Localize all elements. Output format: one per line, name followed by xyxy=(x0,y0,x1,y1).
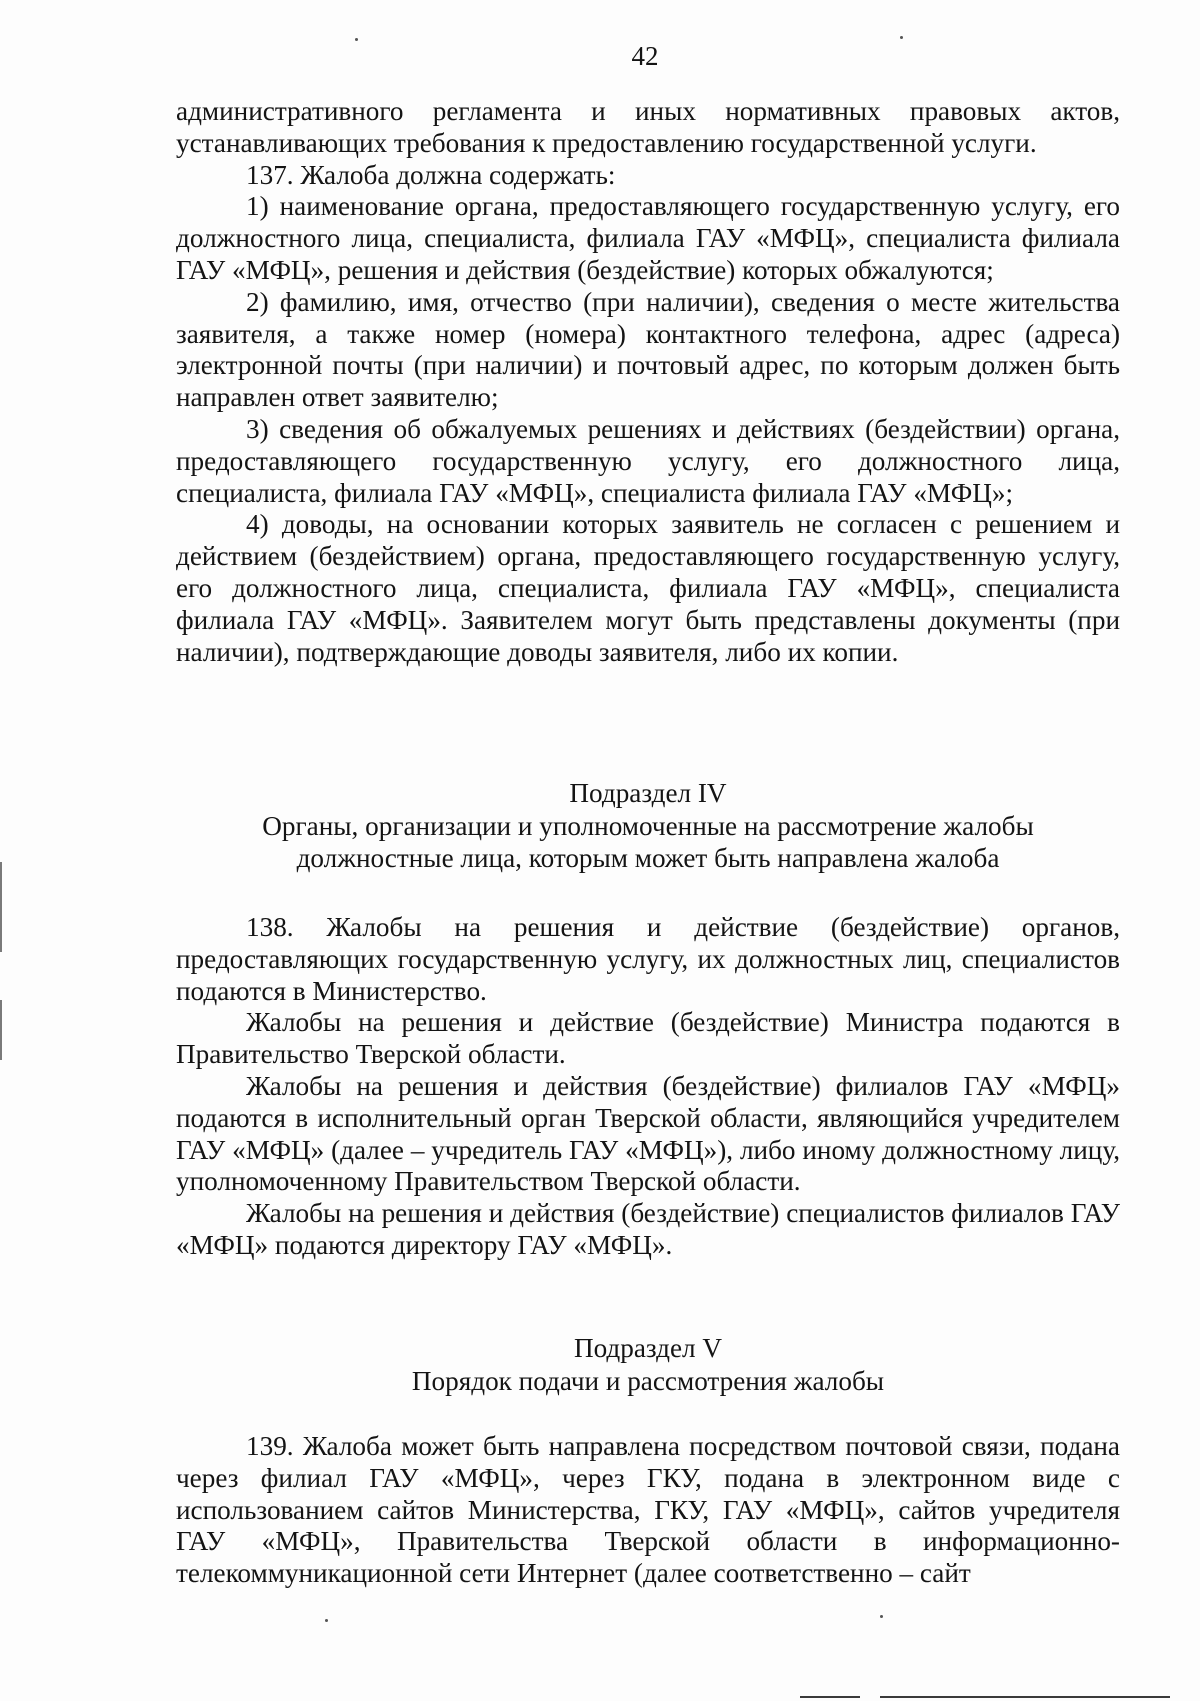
subsection-5-heading xyxy=(176,1332,1120,1397)
paragraph-139: 139. Жалоба может быть направлена посредством почтовой связи, подана через филиал ГАУ «МФЦ», через ГКУ, подана в электронном виде с использованием сайтов Министерства, ГКУ, ГАУ «МФЦ», сайтов учредителя ГАУ «МФЦ», Правительства Тверской области в информационно-телекоммуникационной сети Интернет (далее соответственно – сайт xyxy=(176,1431,1120,1589)
subsection-4-heading xyxy=(176,777,1120,875)
text-block-top xyxy=(176,96,1120,668)
scan-speck xyxy=(355,38,358,41)
scan-edge-mark xyxy=(0,862,2,952)
page-number: 42 xyxy=(631,41,659,71)
scan-speck xyxy=(880,1615,883,1618)
paragraph-138: 138. Жалобы на решения и действие (бездействие) органов, предоставляющих государственную услугу, их должностных лиц, специалистов подаются в Министерство. xyxy=(176,912,1120,1006)
list-item-1: 1) наименование органа, предоставляющего государственную услугу, его должностного лица, специалиста, филиала ГАУ «МФЦ», специалиста филиала ГАУ «МФЦ», решения и действия (бездействие) которых обжалуются; xyxy=(176,191,1120,285)
paragraph-branch-complaints: Жалобы на решения и действия (бездействие) филиалов ГАУ «МФЦ» подаются в исполнительный орган Тверской области, являющийся учредителем ГАУ «МФЦ» (далее – учредитель ГАУ «МФЦ»), либо иному должностному лицу, уполномоченному Правительством Тверской области. xyxy=(176,1070,1120,1197)
paragraph-137: 137. Жалоба должна содержать: xyxy=(246,159,616,190)
scan-speck xyxy=(900,36,903,39)
scan-bottom-rule xyxy=(800,1696,860,1698)
subsection-5-subtitle-line1: Порядок подачи и рассмотрения жалобы xyxy=(411,1365,885,1396)
list-item-3: 3) сведения об обжалуемых решениях и действиях (бездействии) органа, предоставляющего государственную услугу, его должностного лица, специалиста, филиала ГАУ «МФЦ», специалиста филиала ГАУ «МФЦ»; xyxy=(176,413,1120,508)
list-item-4: 4) доводы, на основании которых заявитель не согласен с решением и действием (бездействием) органа, предоставляющего государственную услугу, его должностного лица, специалиста, филиала ГАУ «МФЦ», специалиста филиала ГАУ «МФЦ». Заявителем могут быть представлены документы (при наличии), подтверждающие доводы заявителя, либо их копии. xyxy=(176,509,1120,667)
subsection-5-title: Подраздел V xyxy=(573,1333,723,1363)
scan-edge-mark xyxy=(0,1000,2,1060)
subsection-4-subtitle-line1: Органы, организации и уполномоченные на рассмотрение жалобы xyxy=(262,810,1034,841)
subsection-4-subtitle-line2: должностные лица, которым может быть направлена жалоба xyxy=(296,843,1000,873)
text-block-bottom xyxy=(176,1431,1120,1590)
paragraph-continuation: административного регламента и иных нормативных правовых актов, устанавливающих требования к предоставлению государственной услуги. xyxy=(176,96,1120,158)
text-block-middle xyxy=(176,912,1120,1262)
scan-bottom-rule xyxy=(880,1696,1170,1698)
scan-speck xyxy=(325,1619,328,1622)
paragraph-specialist-complaints: Жалобы на решения и действия (бездействие) специалистов филиалов ГАУ «МФЦ» подаются директору ГАУ «МФЦ». xyxy=(176,1198,1120,1260)
paragraph-minister-complaints: Жалобы на решения и действие (бездействие) Министра подаются в Правительство Тверской области. xyxy=(176,1007,1120,1070)
list-item-2: 2) фамилию, имя, отчество (при наличии), сведения о месте жительства заявителя, а также номер (номера) контактного телефона, адрес (адреса) электронной почты (при наличии) и почтовый адрес, по которым должен быть направлен ответ заявителю; xyxy=(176,286,1120,413)
subsection-4-title: Подраздел IV xyxy=(569,778,727,808)
